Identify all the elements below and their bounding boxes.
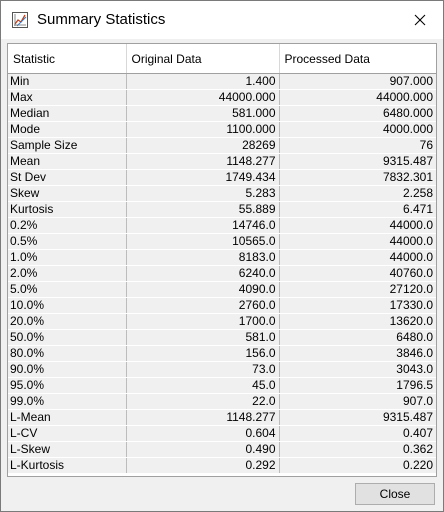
processed-data-cell[interactable]: 907.000 — [279, 74, 436, 90]
statistic-cell[interactable]: 80.0% — [8, 346, 126, 362]
processed-data-cell[interactable]: 7832.301 — [279, 170, 436, 186]
table-row[interactable] — [8, 74, 436, 90]
processed-data-cell[interactable]: 2.258 — [279, 186, 436, 202]
original-data-cell[interactable]: 5.283 — [126, 186, 279, 202]
statistic-cell[interactable]: Skew — [8, 186, 126, 202]
original-data-cell[interactable]: 0.604 — [126, 426, 279, 442]
table-row[interactable] — [8, 330, 436, 346]
statistic-cell[interactable]: 5.0% — [8, 282, 126, 298]
original-data-cell[interactable]: 1148.277 — [126, 154, 279, 170]
statistic-cell[interactable]: 0.2% — [8, 218, 126, 234]
statistic-cell[interactable]: 1.0% — [8, 250, 126, 266]
processed-data-cell[interactable]: 44000.000 — [279, 90, 436, 106]
table-row[interactable] — [8, 314, 436, 330]
table-row[interactable] — [8, 218, 436, 234]
statistic-cell[interactable]: 2.0% — [8, 266, 126, 282]
original-data-cell[interactable]: 6240.0 — [126, 266, 279, 282]
original-data-cell[interactable]: 1749.434 — [126, 170, 279, 186]
title-bar — [1, 1, 443, 39]
processed-data-cell[interactable]: 3043.0 — [279, 362, 436, 378]
processed-data-cell[interactable]: 40760.0 — [279, 266, 436, 282]
table-row[interactable] — [8, 410, 436, 426]
table-row[interactable] — [8, 426, 436, 442]
processed-data-cell[interactable]: 0.362 — [279, 442, 436, 458]
statistic-cell[interactable]: 95.0% — [8, 378, 126, 394]
processed-data-cell[interactable]: 13620.0 — [279, 314, 436, 330]
table-header-row — [8, 44, 436, 74]
original-data-cell[interactable]: 1148.277 — [126, 410, 279, 426]
processed-data-cell[interactable]: 17330.0 — [279, 298, 436, 314]
table-row[interactable] — [8, 298, 436, 314]
statistic-cell[interactable]: Median — [8, 106, 126, 122]
processed-data-cell[interactable]: 6.471 — [279, 202, 436, 218]
original-data-cell[interactable]: 22.0 — [126, 394, 279, 410]
table-row[interactable] — [8, 282, 436, 298]
processed-data-cell[interactable]: 6480.000 — [279, 106, 436, 122]
processed-data-cell[interactable]: 9315.487 — [279, 154, 436, 170]
table-row[interactable] — [8, 202, 436, 218]
processed-data-cell[interactable]: 0.407 — [279, 426, 436, 442]
original-data-cell[interactable]: 28269 — [126, 138, 279, 154]
statistic-cell[interactable]: Kurtosis — [8, 202, 126, 218]
table-row[interactable] — [8, 394, 436, 410]
original-data-cell[interactable]: 2760.0 — [126, 298, 279, 314]
processed-data-cell[interactable]: 6480.0 — [279, 330, 436, 346]
table-row[interactable] — [8, 458, 436, 474]
original-data-cell[interactable]: 581.0 — [126, 330, 279, 346]
chart-window-icon — [12, 12, 28, 28]
statistics-grid — [7, 43, 437, 477]
column-header-original-data[interactable]: Original Data — [126, 44, 279, 74]
close-icon[interactable] — [397, 1, 443, 39]
processed-data-cell[interactable]: 1796.5 — [279, 378, 436, 394]
statistic-cell[interactable]: Sample Size — [8, 138, 126, 154]
table-row[interactable] — [8, 234, 436, 250]
table-row[interactable] — [8, 138, 436, 154]
table-row[interactable] — [8, 154, 436, 170]
statistic-cell[interactable]: L-Mean — [8, 410, 126, 426]
column-header-statistic[interactable]: Statistic — [8, 44, 126, 74]
statistic-cell[interactable]: 10.0% — [8, 298, 126, 314]
original-data-cell[interactable]: 1100.000 — [126, 122, 279, 138]
statistic-cell[interactable]: 99.0% — [8, 394, 126, 410]
statistic-cell[interactable]: Mode — [8, 122, 126, 138]
original-data-cell[interactable]: 10565.0 — [126, 234, 279, 250]
statistic-cell[interactable]: L-CV — [8, 426, 126, 442]
table-row[interactable] — [8, 186, 436, 202]
statistic-cell[interactable]: 20.0% — [8, 314, 126, 330]
original-data-cell[interactable]: 73.0 — [126, 362, 279, 378]
table-row[interactable] — [8, 106, 436, 122]
processed-data-cell[interactable]: 3846.0 — [279, 346, 436, 362]
original-data-cell[interactable]: 8183.0 — [126, 250, 279, 266]
table-row[interactable] — [8, 266, 436, 282]
statistic-cell[interactable]: 0.5% — [8, 234, 126, 250]
original-data-cell[interactable]: 156.0 — [126, 346, 279, 362]
original-data-cell[interactable]: 45.0 — [126, 378, 279, 394]
original-data-cell[interactable]: 44000.000 — [126, 90, 279, 106]
table-row[interactable] — [8, 250, 436, 266]
table-row[interactable] — [8, 346, 436, 362]
original-data-cell[interactable]: 1.400 — [126, 74, 279, 90]
statistics-table — [8, 44, 436, 474]
original-data-cell[interactable]: 0.292 — [126, 458, 279, 474]
statistic-cell[interactable]: 50.0% — [8, 330, 126, 346]
processed-data-cell[interactable]: 907.0 — [279, 394, 436, 410]
processed-data-cell[interactable]: 0.220 — [279, 458, 436, 474]
processed-data-cell[interactable]: 44000.0 — [279, 250, 436, 266]
table-row[interactable] — [8, 170, 436, 186]
statistic-cell[interactable]: 90.0% — [8, 362, 126, 378]
processed-data-cell[interactable]: 44000.0 — [279, 234, 436, 250]
statistic-cell[interactable]: Mean — [8, 154, 126, 170]
statistic-cell[interactable]: Max — [8, 90, 126, 106]
statistic-cell[interactable]: L-Kurtosis — [8, 458, 126, 474]
window-title: Summary Statistics — [37, 11, 166, 28]
column-header-processed-data[interactable]: Processed Data — [279, 44, 436, 74]
statistic-cell[interactable]: St Dev — [8, 170, 126, 186]
table-row[interactable] — [8, 362, 436, 378]
table-row[interactable] — [8, 122, 436, 138]
statistic-cell[interactable]: Min — [8, 74, 126, 90]
table-row[interactable] — [8, 90, 436, 106]
statistic-cell[interactable]: L-Skew — [8, 442, 126, 458]
original-data-cell[interactable]: 4090.0 — [126, 282, 279, 298]
original-data-cell[interactable]: 14746.0 — [126, 218, 279, 234]
original-data-cell[interactable]: 1700.0 — [126, 314, 279, 330]
table-row[interactable] — [8, 442, 436, 458]
close-button[interactable]: Close — [355, 483, 435, 505]
processed-data-cell[interactable]: 4000.000 — [279, 122, 436, 138]
table-row[interactable] — [8, 378, 436, 394]
processed-data-cell[interactable]: 27120.0 — [279, 282, 436, 298]
original-data-cell[interactable]: 0.490 — [126, 442, 279, 458]
processed-data-cell[interactable]: 9315.487 — [279, 410, 436, 426]
processed-data-cell[interactable]: 44000.0 — [279, 218, 436, 234]
processed-data-cell[interactable]: 76 — [279, 138, 436, 154]
original-data-cell[interactable]: 581.000 — [126, 106, 279, 122]
original-data-cell[interactable]: 55.889 — [126, 202, 279, 218]
